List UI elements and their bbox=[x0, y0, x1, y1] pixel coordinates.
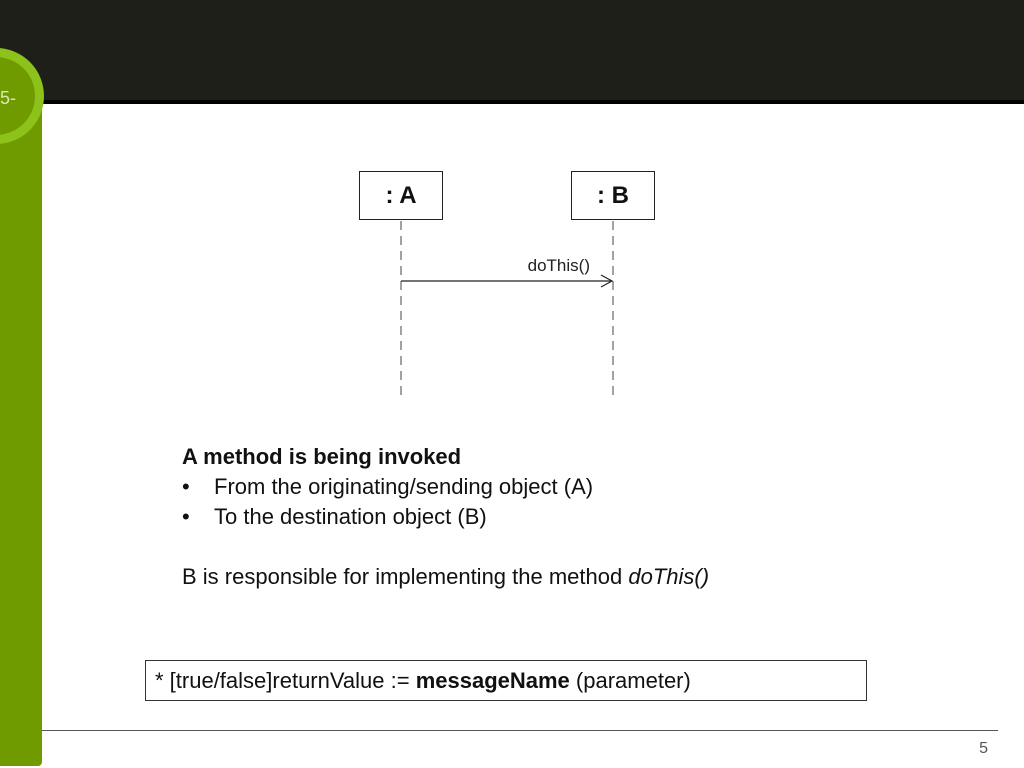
bullet-text: From the originating/sending object (A) bbox=[214, 474, 594, 499]
object-a-box bbox=[359, 171, 443, 220]
message-label: doThis() bbox=[527, 256, 590, 275]
note-prefix: B is responsible for implementing the method bbox=[182, 564, 629, 589]
object-a-label: : A bbox=[385, 181, 417, 209]
bullet-marker: • bbox=[182, 474, 190, 499]
syntax-suffix: (parameter) bbox=[569, 668, 691, 693]
page-number: 5 bbox=[979, 740, 988, 757]
explanation-text bbox=[182, 442, 709, 592]
logo-number: 5- bbox=[0, 88, 17, 108]
note-method: doThis() bbox=[628, 564, 710, 589]
bullet-marker: • bbox=[182, 504, 190, 529]
responsibility-note bbox=[182, 562, 709, 592]
explanation-heading: A method is being invoked bbox=[182, 444, 462, 469]
bullet-item bbox=[182, 502, 709, 532]
bullet-item bbox=[182, 472, 709, 502]
message-syntax-box bbox=[145, 660, 867, 701]
footer-divider bbox=[42, 730, 998, 731]
syntax-message-name: messageName bbox=[415, 668, 570, 693]
object-b-label: : B bbox=[597, 181, 629, 209]
object-b-box bbox=[571, 171, 655, 220]
syntax-prefix: * [true/false]returnValue := bbox=[155, 668, 416, 693]
bullet-text: To the destination object (B) bbox=[214, 504, 487, 529]
